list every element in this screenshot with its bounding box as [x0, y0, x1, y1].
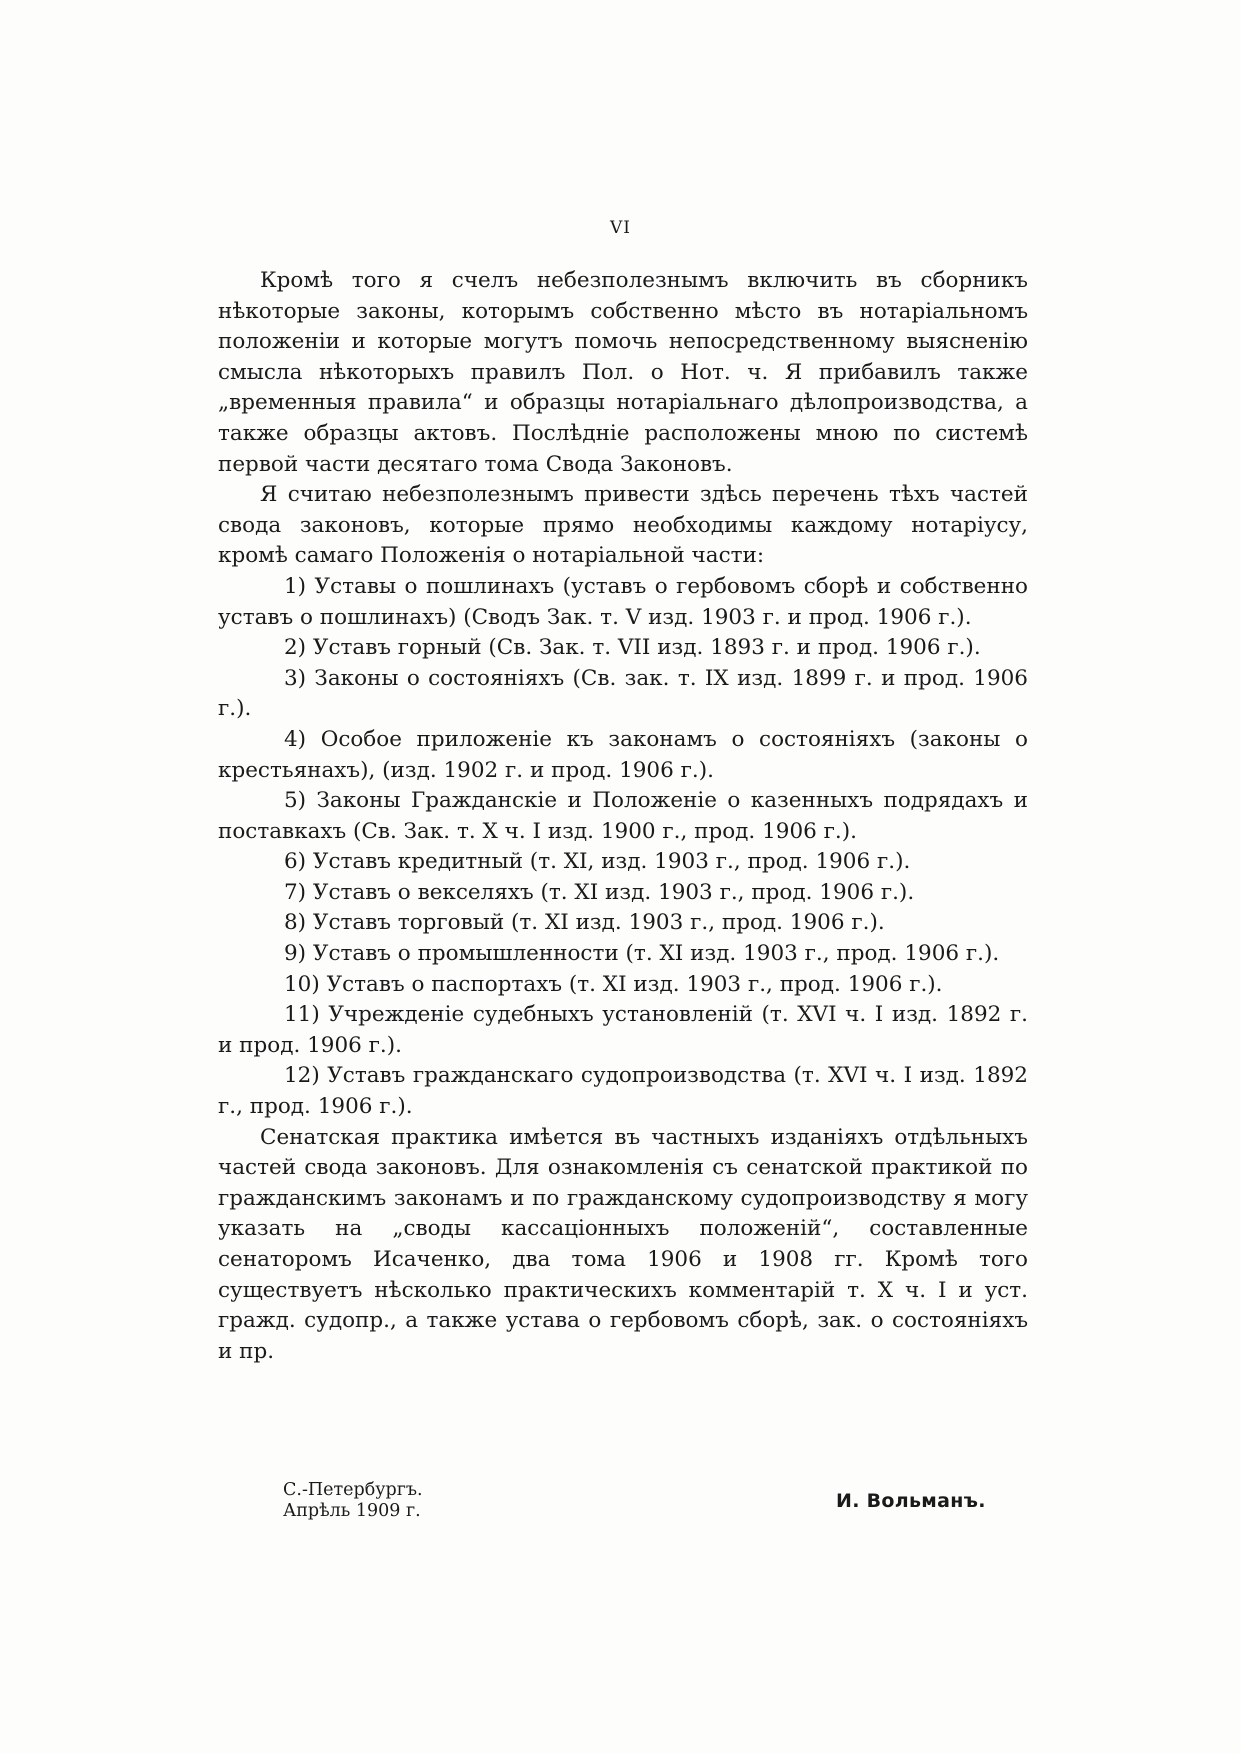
list-item: 4) Особое приложеніе къ законамъ о состояніяхъ (законы о крестьянахъ), (изд. 1902 г. и прод. 1906 г.). — [218, 726, 1028, 783]
list-item: 6) Уставъ кредитный (т. XI, изд. 1903 г., прод. 1906 г.). — [284, 849, 911, 875]
body-text — [218, 266, 1028, 1367]
list-item: 1) Уставы о пошлинахъ (уставъ о гербовомъ сборѣ и собственно уставъ о пошлинахъ) (Сводъ Зак. т. V изд. 1903 г. и прод. 1906 г.). — [218, 573, 1028, 630]
list-item: 10) Уставъ о паспортахъ (т. XI изд. 1903 г., прод. 1906 г.). — [284, 971, 943, 997]
list-item: 7) Уставъ о векселяхъ (т. XI изд. 1903 г., прод. 1906 г.). — [284, 879, 915, 905]
footer — [0, 1480, 1241, 1560]
date: Апрѣль 1909 г. — [283, 1501, 421, 1521]
list-item: 12) Уставъ гражданскаго судопроизводства (т. XVI ч. I изд. 1892 г., прод. 1906 г.). — [218, 1063, 1028, 1120]
list-item: 11) Учрежденіе судебныхъ установленій (т. XVI ч. I изд. 1892 г. и прод. 1906 г.). — [218, 1002, 1028, 1058]
list-item: 3) Законы о состояніяхъ (Св. зак. т. IX изд. 1899 г. и прод. 1906 г.). — [218, 665, 1028, 722]
list-item: 2) Уставъ горный (Св. Зак. т. VII изд. 1893 г. и прод. 1906 г.). — [284, 635, 981, 661]
list-item: 5) Законы Гражданскіе и Положеніе о казенныхъ подрядахъ и поставкахъ (Св. Зак. т. X ч. I изд. 1900 г., прод. 1906 г.). — [218, 788, 1028, 844]
place: С.-Петербургъ. — [283, 1480, 423, 1500]
place-date — [283, 1480, 423, 1522]
paragraph: Кромѣ того я счелъ небезполезнымъ включить въ сборникъ нѣкоторые законы, которымъ собственно мѣсто въ нотаріальномъ положеніи и которые могутъ помочь непосредственному выясненію смысла нѣкоторыхъ правилъ Пол. о Нот. ч. Я прибавилъ также „временныя правила“ и образцы нотаріальнаго дѣлопроизводства, а также образцы актовъ. Послѣдніе расположены мною по системѣ первой части десятаго тома Свода Законовъ. — [218, 268, 1028, 477]
list-item: 9) Уставъ о промышленности (т. XI изд. 1903 г., прод. 1906 г.). — [284, 941, 1000, 967]
paragraph: Сенатская практика имѣется въ частныхъ изданіяхъ отдѣльныхъ частей свода законовъ. Для ознакомленія съ сенатской практикой по гражданскимъ законамъ и по гражданскому судопроизводству я могу указать на „своды кассаціонныхъ положеній“, составленные сенаторомъ Исаченко, два тома 1906 и 1908 гг. Кромѣ того существуетъ нѣсколько практическихъ комментарій т. X ч. I и уст. гражд. судопр., а также устава о гербовомъ сборѣ, зак. о состояніяхъ и пр. — [218, 1124, 1028, 1364]
page-number: VI — [610, 218, 631, 238]
list-item: 8) Уставъ торговый (т. XI изд. 1903 г., прод. 1906 г.). — [284, 910, 885, 936]
author-signature: И. Вольманъ. — [836, 1490, 986, 1512]
paragraph: Я считаю небезполезнымъ привести здѣсь перечень тѣхъ частей свода законовъ, которые прямо необходимы каждому нотаріусу, кромѣ самаго Положенія о нотаріальной части: — [218, 482, 1028, 569]
